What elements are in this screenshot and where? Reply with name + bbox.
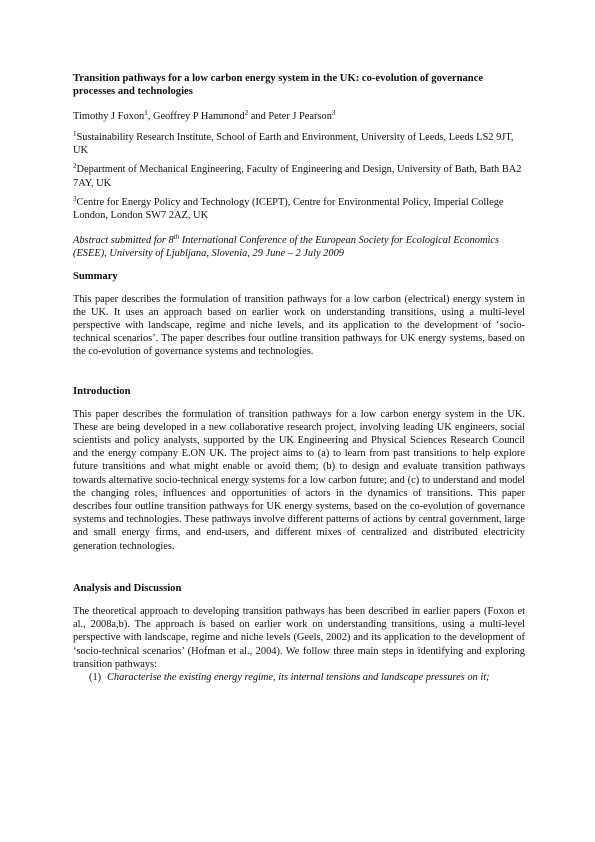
affiliation: [73, 196, 525, 222]
list-item-number: (1): [89, 671, 102, 683]
affiliation: [73, 163, 525, 189]
abstract-note-text: International Conference of the European Society for Ecological Economics (ESEE), University of Ljubljana, Slovenia, 29 June – 2 July 2009: [73, 235, 500, 260]
affiliation: [73, 131, 525, 157]
affiliation-list: [73, 131, 525, 222]
abstract-note: [73, 234, 525, 260]
abstract-note-text: Abstract submitted for 8: [73, 235, 174, 247]
list-item: [73, 671, 525, 684]
affiliation-marker: 1: [73, 130, 77, 139]
analysis-paragraph: The theoretical approach to developing transition pathways has been described in earlier papers (Foxon et al., 2008a,b). The approach is based on earlier work on understanding transitions, using a multi-level perspective with landscape, regime and niche levels (Geels, 2002) and its application to the development of ‘socio-technical scenarios’ (Hofman et al., 2004). We follow three main steps in identifying and exploring transition pathways:: [73, 605, 525, 670]
ordinal-suffix: th: [173, 233, 180, 242]
affiliation-marker: 3: [73, 194, 77, 203]
author-separator: ,: [147, 110, 153, 122]
list-item-text: Characterise the existing energy regime, its internal tensions and landscape pressures on it;: [107, 671, 490, 683]
introduction-paragraph: This paper describes the formulation of transition pathways for a low carbon energy system in the UK. These are being developed in a new collaborative research project, involving leading UK engineers, social scientists and policy analysts, supported by the UK Engineering and Physical Sciences Research Council and the energy company E.ON UK. The project aims to (a) to learn from past transitions to help explore future transitions and what might enable or avoid them; (b) to design and evaluate transition pathways towards alternative socio-technical energy systems for a low carbon future; and (c) to understand and model the changing roles, influences and opportunities of actors in the dynamics of transitions. This paper describes four outline transition pathways for UK energy systems, based on the co-evolution of governance systems and technologies. These pathways involve different patterns of actions by central government, large and small energy firms, and end-users, and different mixes of centralized and distributed electricity generation technologies.: [73, 408, 525, 552]
author-affiliation-marker: 1: [144, 108, 148, 117]
author-name: Peter J Pearson: [268, 110, 332, 122]
author-name: Geoffrey P Hammond: [152, 110, 245, 122]
affiliation-marker: 2: [73, 162, 77, 171]
section-heading-summary: Summary: [73, 270, 118, 282]
author-name: Timothy J Foxon: [73, 110, 145, 122]
paper-page: [73, 72, 525, 684]
affiliation-text: Department of Mechanical Engineering, Faculty of Engineering and Design, University of Bath, Bath BA2 7AY, UK: [73, 164, 522, 189]
summary-paragraph: This paper describes the formulation of transition pathways for a low carbon (electrical) energy system in the UK. It uses an approach based on earlier work on understanding transitions, using a multi-level perspective with landscape, regime and niche levels, and its application to the development of ‘socio-technical scenarios’. The paper describes four outline transition pathways for UK energy systems, based on the co-evolution of governance systems and technologies.: [73, 293, 525, 358]
author-affiliation-marker: 2: [244, 108, 249, 117]
paper-title: Transition pathways for a low carbon energy system in the UK: co-evolution of governance processes and technologies: [73, 73, 484, 98]
author-list: [73, 110, 525, 123]
affiliation-text: Centre for Energy Policy and Technology (ICEPT), Centre for Environmental Policy, Imperial College London, London SW7 2AZ, UK: [73, 196, 504, 222]
author-affiliation-marker: 3: [331, 108, 336, 117]
section-heading-introduction: Introduction: [73, 385, 131, 397]
section-heading-analysis: Analysis and Discussion: [73, 582, 182, 594]
steps-list: [73, 671, 525, 684]
author-separator: and: [248, 110, 269, 122]
affiliation-text: Sustainability Research Institute, School of Earth and Environment, University of Leeds, Leeds LS2 9JT, UK: [73, 132, 514, 157]
